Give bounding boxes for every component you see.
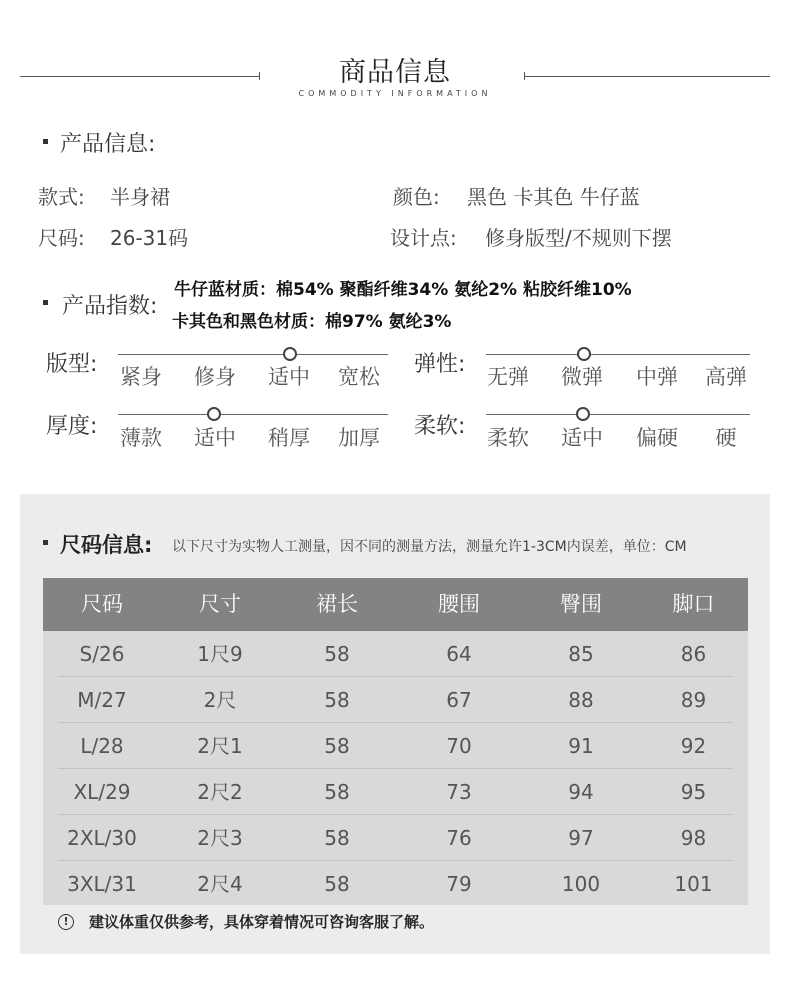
col-header-size: 尺码: [81, 592, 123, 616]
softness-scale-knob: [576, 407, 590, 421]
softness-scale-track: [486, 414, 750, 415]
elasticity-option: 无弹: [487, 365, 529, 389]
softness-option: 硬: [715, 426, 737, 450]
thickness-option: 适中: [194, 426, 236, 450]
fit-option: 宽松: [338, 365, 380, 389]
cell-hip: 94: [568, 780, 594, 804]
size-table-header: [43, 578, 748, 631]
cell-waist: 76: [446, 826, 472, 850]
cell-size: L/28: [80, 734, 124, 758]
col-header-length: 裙长: [316, 592, 358, 616]
style-value: 半身裙: [110, 185, 170, 209]
cell-length: 58: [324, 826, 350, 850]
cell-length: 58: [324, 688, 350, 712]
cell-size: S/26: [79, 642, 125, 666]
cell-measure: 2尺: [203, 688, 237, 712]
cell-measure: 2尺3: [197, 826, 243, 850]
design-value: 修身版型/不规则下摆: [485, 226, 672, 250]
size-info-note: 以下尺寸为实物人工测量，因不同的测量方法，测量允许1-3CM内误差，单位：CM: [172, 539, 687, 555]
fit-option: 紧身: [120, 365, 162, 389]
col-header-measure: 尺寸: [199, 592, 241, 616]
cell-measure: 2尺1: [197, 734, 243, 758]
thickness-option: 薄款: [120, 426, 162, 450]
cell-length: 58: [324, 734, 350, 758]
style-label: 款式:: [38, 185, 85, 209]
design-label: 设计点:: [390, 226, 457, 250]
softness-option: 偏硬: [636, 426, 678, 450]
cell-hip: 97: [568, 826, 594, 850]
material-khaki-black: 卡其色和黑色材质：棉97% 氨纶3%: [172, 312, 452, 332]
cell-size: XL/29: [73, 780, 131, 804]
material-denim: 牛仔蓝材质：棉54% 聚酯纤维34% 氨纶2% 粘胶纤维10%: [174, 280, 632, 300]
thickness-scale-label: 厚度:: [46, 414, 98, 439]
cell-waist: 67: [446, 688, 472, 712]
cell-size: 2XL/30: [67, 826, 137, 850]
cell-hem: 89: [680, 688, 707, 712]
product-info-heading: 产品信息:: [60, 132, 156, 157]
elasticity-scale-track: [486, 354, 750, 355]
size-table-body: [43, 631, 748, 905]
thickness-option: 加厚: [338, 426, 380, 450]
fit-scale-track: [118, 354, 388, 355]
elasticity-scale-label: 弹性:: [414, 352, 466, 377]
cell-length: 58: [324, 872, 350, 896]
softness-option: 柔软: [487, 426, 529, 450]
fit-option: 修身: [194, 365, 236, 389]
table-row: [43, 769, 748, 815]
cell-measure: 1尺9: [197, 642, 243, 666]
cell-waist: 70: [446, 734, 472, 758]
color-label: 颜色:: [393, 185, 440, 209]
cell-length: 58: [324, 780, 350, 804]
cell-hem: 86: [680, 642, 707, 666]
softness-scale-label: 柔软:: [414, 414, 466, 439]
cell-hip: 100: [561, 872, 601, 896]
elasticity-option: 中弹: [636, 365, 678, 389]
page-subtitle: COMMODITY INFORMATION: [298, 89, 492, 98]
product-index-heading: 产品指数:: [62, 294, 158, 319]
size-info-bullet: [43, 540, 48, 545]
elasticity-option: 微弹: [561, 365, 603, 389]
table-row: [43, 723, 748, 769]
thickness-option: 稍厚: [268, 426, 310, 450]
cell-hem: 95: [680, 780, 707, 804]
info-icon: !: [58, 914, 74, 930]
cell-waist: 79: [446, 872, 472, 896]
thickness-scale-knob: [207, 407, 221, 421]
table-row: [43, 815, 748, 861]
softness-option: 适中: [561, 426, 603, 450]
cell-hem: 101: [674, 872, 713, 896]
cell-measure: 2尺4: [197, 872, 243, 896]
table-row: [43, 677, 748, 723]
cell-length: 58: [324, 642, 350, 666]
cell-size: M/27: [77, 688, 127, 712]
cell-size: 3XL/31: [67, 872, 137, 896]
cell-hem: 92: [680, 734, 707, 758]
fit-option: 适中: [268, 365, 310, 389]
cell-hem: 98: [680, 826, 707, 850]
col-header-hip: 臀围: [560, 592, 602, 616]
product-info-bullet: [43, 139, 48, 144]
size-value: 26-31码: [110, 226, 189, 250]
size-info-heading: 尺码信息:: [60, 533, 153, 557]
fit-scale-label: 版型:: [46, 352, 98, 377]
cell-hip: 85: [568, 642, 594, 666]
col-header-hem: 脚口: [672, 592, 715, 616]
product-index-bullet: [43, 300, 48, 305]
table-row: [43, 861, 748, 907]
elasticity-scale-knob: [577, 347, 591, 361]
size-advice: 建议体重仅供参考，具体穿着情况可咨询客服了解。: [89, 913, 435, 931]
fit-scale-knob: [283, 347, 297, 361]
cell-waist: 64: [446, 642, 472, 666]
col-header-waist: 腰围: [438, 592, 480, 616]
elasticity-option: 高弹: [705, 365, 747, 389]
cell-waist: 73: [446, 780, 472, 804]
cell-hip: 91: [568, 734, 594, 758]
page-title: 商品信息: [339, 57, 451, 88]
thickness-scale-track: [118, 414, 388, 415]
cell-measure: 2尺2: [197, 780, 243, 804]
size-label: 尺码:: [38, 226, 85, 250]
cell-hip: 88: [568, 688, 594, 712]
table-row: [43, 631, 748, 677]
color-value: 黑色 卡其色 牛仔蓝: [467, 185, 640, 209]
